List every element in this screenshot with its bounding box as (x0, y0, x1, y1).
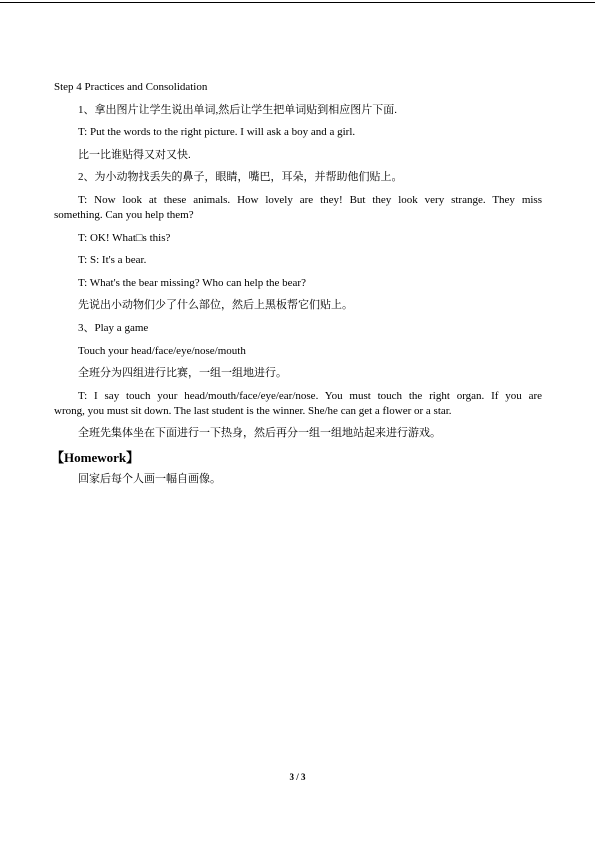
note-line: 全班分为四组进行比赛，一组一组地进行。 (78, 367, 287, 380)
homework-text: 回家后每个人画一幅自画像。 (78, 472, 221, 485)
teacher-line: T: What's the bear missing? Who can help the bear? (78, 276, 306, 289)
homework-heading: 【Homework】 (51, 449, 140, 465)
note-line: 先说出小动物们少了什么部位，然后上黑板帮它们贴上。 (78, 299, 353, 312)
teacher-paragraph (54, 389, 542, 419)
page-number: 3 / 3 (289, 772, 306, 782)
paragraph-line: wrong, you must sit down. The last student is the winner. She/he can get a flower or a star. (54, 404, 452, 417)
note-line: 比一比谁贴得又对又快. (78, 148, 191, 161)
paragraph-line: something. Can you help them? (54, 208, 194, 221)
step-item-3: 3、Play a game (78, 321, 149, 334)
header-rule (0, 2, 595, 3)
teacher-line: T: S: It's a bear. (78, 254, 147, 267)
document-body (51, 80, 542, 495)
note-line: 全班先集体坐在下面进行一下热身，然后再分一组一组地站起来进行游戏。 (78, 427, 441, 440)
paragraph-line: T: Now look at these animals. How lovely are they! But they look very strange. They miss (78, 193, 542, 206)
paragraph-line: T: I say touch your head/mouth/face/eye/ear/nose. You must touch the right organ. If you are (78, 389, 542, 402)
game-title: Touch your head/face/eye/nose/mouth (78, 344, 246, 357)
step-item-2: 2、为小动物找丢失的鼻子，眼睛，嘴巴，耳朵，并帮助他们贴上。 (78, 171, 403, 184)
teacher-paragraph (54, 193, 542, 223)
step-heading: Step 4 Practices and Consolidation (54, 81, 208, 93)
teacher-line: T: Put the words to the right picture. I will ask a boy and a girl. (78, 126, 356, 139)
step-item-1: 1、拿出图片让学生说出单词,然后让学生把单词贴到相应图片下面. (78, 103, 397, 116)
teacher-line: T: OK! What□s this? (78, 231, 171, 244)
